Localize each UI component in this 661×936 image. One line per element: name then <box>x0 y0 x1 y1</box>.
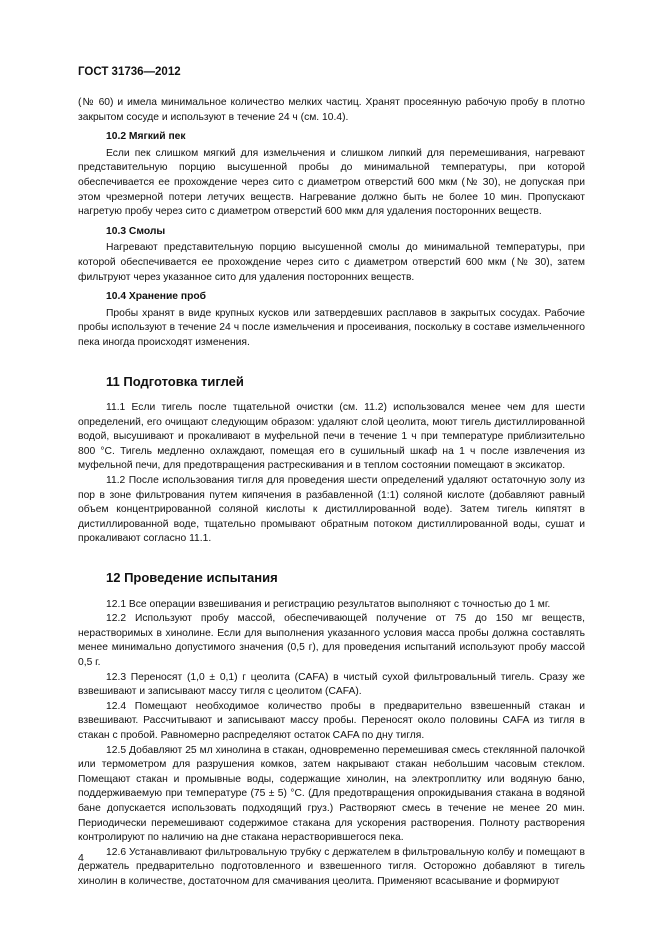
paragraph-12-4: 12.4 Помещают необходимое количество пробы в предварительно взвешенный стакан и взвешивают. Рассчитывают и записывают массу пробы. Переносят около половины CAFA из тигля в стакан с пробой. Равномерно распределяют остаток CAFA по дну тигля. <box>78 700 585 741</box>
subsection-title-10-4: 10.4 Хранение проб <box>106 291 207 303</box>
paragraph-11-1: 11.1 Если тигель после тщательной очистки (см. 11.2) использовался менее чем для шести определений, его очищают следующим образом: удаляют слой цеолита, моют тигель дистиллированной водой, высушивают и прокаливают в муфельной печи в течение 1 ч при температуре приблизительно 800 °С. Тигель медленно охлаждают, помещая его в сушильный шкаф на 1 ч после извлечения из муфельной печи, для предотвращения растрескивания и в теплом состоянии помещают в эксикатор. <box>78 402 585 472</box>
page-number: 4 <box>78 852 84 864</box>
section-title-12: 12 Проведение испытания <box>106 570 278 586</box>
section-title-11: 11 Подготовка тиглей <box>106 373 244 389</box>
paragraph-11-2: 11.2 После использования тигля для проведения шести определений удаляют остаточную золу из пор в зоне фильтрования путем кипячения в разбавленной (1:1) соляной кислоте (добавляют равный объем концентрированной соляной кислоты к дистиллированной воде). Затем тигель кипятят в дистиллированной воде, тщательно промывают обратным потоком дистиллированной воды, сушат и прокаливают согласно 11.1. <box>78 475 585 545</box>
paragraph-10-4: Пробы хранят в виде крупных кусков или затвердевших расплавов в закрытых сосудах. Рабочие пробы используют в течение 24 ч после измельчения и просеивания, поскольку в составе измельченного пека иногда происходят изменения. <box>78 307 585 348</box>
paragraph-continuation: (№ 60) и имела минимальное количество мелких частиц. Хранят просеянную рабочую пробу в плотно закрытом сосуде и используют в течение 24 ч (см. 10.4). <box>78 97 585 123</box>
paragraph-12-3: 12.3 Переносят (1,0 ± 0,1) г цеолита (CAFA) в чистый сухой фильтровальный тигель. Сразу же взвешивают и записывают массу тигля с цеолитом (CAFA). <box>78 671 585 698</box>
paragraph-10-2: Если пек слишком мягкий для измельчения и слишком липкий для перемешивания, нагревают представительную порцию высушенной пробы до минимальной температуры, при которой обеспечивается ее прохождение через сито с диаметром отверстий 600 мкм (№ 30), не допуская при этом чрезмерной потери летучих веществ. Нагревание должно быть не более 10 мин. Пропускают нагретую пробу через сито с диаметром отверстий 600 мкм для удаления посторонних веществ. <box>78 147 585 218</box>
paragraph-12-2: 12.2 Используют пробу массой, обеспечивающей получение от 75 до 150 мг веществ, нерастворимых в хинолине. Если для выполнения указанного условия масса пробы должна составлять менее минимально допустимого значения (0,5 г), для проведения испытаний используют пробу массой 0,5 г. <box>78 613 585 668</box>
running-header: ГОСТ 31736—2012 <box>78 66 181 78</box>
paragraph-12-6: 12.6 Устанавливают фильтровальную трубку с держателем в фильтровальную колбу и помещают в держатель предварительно подготовленного и взвешенного тигля. Осторожно добавляют в тигель хинолин в количестве, достаточном для смачивания цеолита. Применяют всасывание и формируют <box>78 846 585 887</box>
paragraph-10-3: Нагревают представительную порцию высушенной смолы до минимальной температуры, при которой обеспечивается ее прохождение через сито с диаметром отверстий 600 мкм (№ 30), затем фильтруют через указанное сито для удаления посторонних веществ. <box>78 242 585 283</box>
subsection-title-10-3: 10.3 Смолы <box>106 225 166 237</box>
paragraph-12-1: 12.1 Все операции взвешивания и регистрацию результатов выполняют с точностью до 1 мг. <box>106 598 551 610</box>
subsection-title-10-2: 10.2 Мягкий пек <box>106 131 186 143</box>
document-body <box>78 96 585 890</box>
paragraph-12-5: 12.5 Добавляют 25 мл хинолина в стакан, одновременно перемешивая смесь стеклянной палочкой или термометром для разрушения комков, затем накрывают стакан небольшим часовым стеклом. Помещают стакан и промывные воды, содержащие хинолин, на электроплитку или водяную баню, поддерживаемую при температуре (75 ± 5) °С. (Для предотвращения опрокидывания стакана в водяной бане допускается использовать подходящий груз.) Растворяют смесь в течение не менее 20 мин. Периодически перемешивают содержимое стакана для ускорения растворения. Полноту растворения контролируют по наличию на дне стакана нерастворившегося пека. <box>78 744 585 844</box>
